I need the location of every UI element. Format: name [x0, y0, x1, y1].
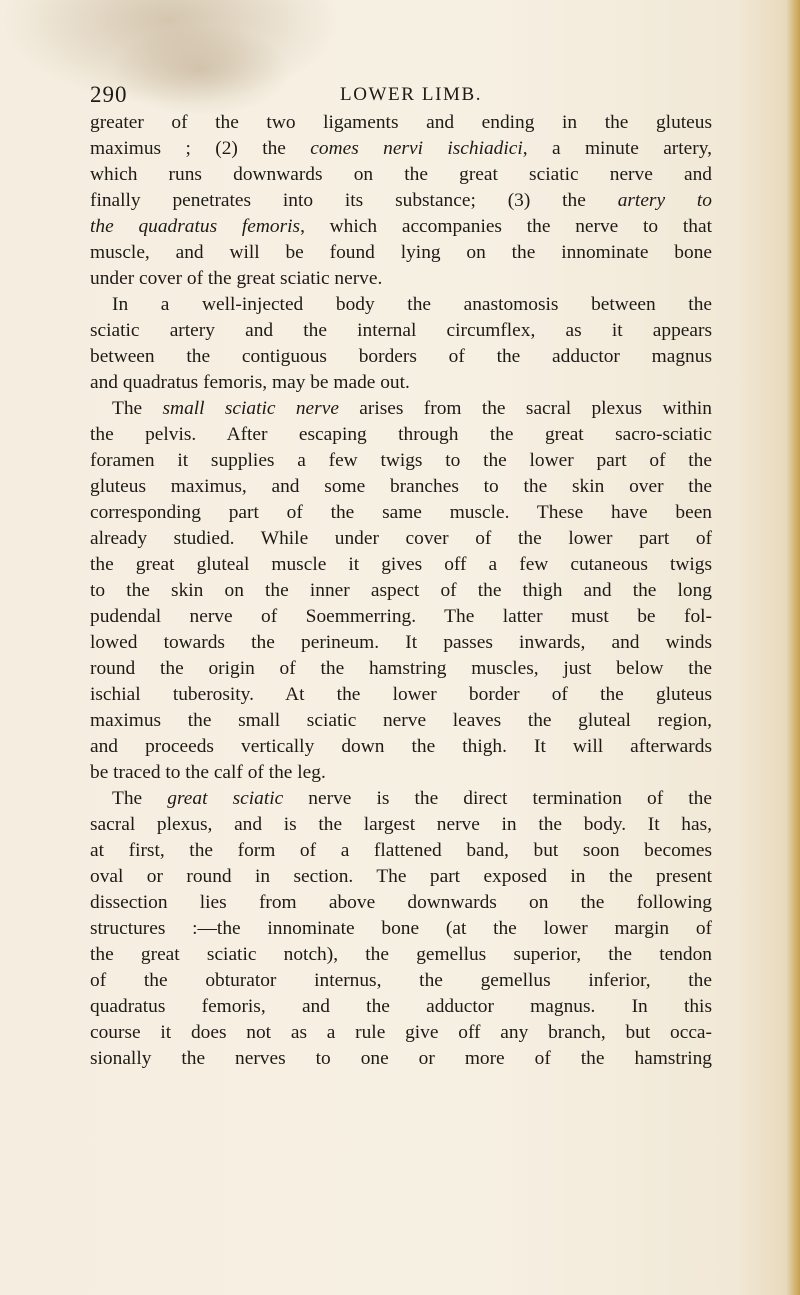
- italic-term: the quadratus femoris: [90, 216, 301, 237]
- text-line: foramen it supplies a few twigs to the lower part of the: [90, 450, 712, 471]
- text-line: course it does not as a rule give off any branch, but occa-: [90, 1022, 712, 1043]
- text-line: which runs downwards on the great sciatic nerve and: [90, 164, 712, 185]
- text-line: muscle, and will be found lying on the innominate bone: [90, 242, 712, 263]
- text-line: at first, the form of a flattened band, but soon becomes: [90, 840, 712, 861]
- text-line: sionally the nerves to one or more of the hamstring: [90, 1048, 712, 1069]
- text-line: to the skin on the inner aspect of the thigh and the long: [90, 580, 712, 601]
- text-line: In a well-injected body the anastomosis between the: [112, 294, 712, 315]
- page-edge-shading: [786, 0, 800, 1295]
- text-line: The small sciatic nerve arises from the sacral plexus within: [112, 398, 712, 419]
- italic-term: great sciatic: [167, 788, 284, 809]
- text-line: the pelvis. After escaping through the great sacro-sciatic: [90, 424, 712, 445]
- text-line: and quadratus femoris, may be made out.: [90, 372, 410, 393]
- italic-term: artery to: [617, 190, 713, 211]
- text-line: the great sciatic notch), the gemellus superior, the tendon: [90, 944, 712, 965]
- text-line: the great gluteal muscle it gives off a few cutaneous twigs: [90, 554, 712, 575]
- text-line: maximus ; (2) the comes nervi ischiadici, a minute artery,: [90, 138, 712, 159]
- text-line: structures :—the innominate bone (at the lower margin of: [90, 918, 712, 939]
- text-line: of the obturator internus, the gemellus inferior, the: [90, 970, 712, 991]
- section-title: LOWER LIMB.: [340, 84, 483, 105]
- body-text: [90, 110, 712, 1072]
- text-line: be traced to the calf of the leg.: [90, 762, 326, 783]
- text-line: round the origin of the hamstring muscles, just below the: [90, 658, 712, 679]
- italic-term: small sciatic nerve: [162, 398, 339, 419]
- text-line: finally penetrates into its substance; (3) the artery to: [90, 190, 713, 211]
- text-line: pudendal nerve of Soemmerring. The latter must be fol-: [90, 606, 712, 627]
- text-line: ischial tuberosity. At the lower border of the gluteus: [90, 684, 712, 705]
- page-number: 290: [90, 82, 128, 107]
- text-line: oval or round in section. The part exposed in the present: [90, 866, 712, 887]
- running-head: [90, 82, 710, 112]
- text-line: quadratus femoris, and the adductor magnus. In this: [90, 996, 712, 1017]
- text-line: gluteus maximus, and some branches to the skin over the: [90, 476, 712, 497]
- text-line: dissection lies from above downwards on the following: [90, 892, 712, 913]
- text-line: already studied. While under cover of the lower part of: [90, 528, 712, 549]
- text-line: corresponding part of the same muscle. These have been: [90, 502, 712, 523]
- text-line: the quadratus femoris, which accompanies the nerve to that: [90, 216, 712, 237]
- text-line: under cover of the great sciatic nerve.: [90, 268, 383, 289]
- text-line: sciatic artery and the internal circumflex, as it appears: [90, 320, 712, 341]
- text-line: The great sciatic nerve is the direct termination of the: [112, 788, 712, 809]
- text-line: between the contiguous borders of the adductor magnus: [90, 346, 712, 367]
- text-line: sacral plexus, and is the largest nerve in the body. It has,: [90, 814, 712, 835]
- text-line: maximus the small sciatic nerve leaves the gluteal region,: [90, 710, 712, 731]
- text-line: and proceeds vertically down the thigh. It will afterwards: [90, 736, 712, 757]
- text-line: lowed towards the perineum. It passes inwards, and winds: [90, 632, 712, 653]
- text-line: greater of the two ligaments and ending in the gluteus: [90, 112, 712, 133]
- italic-term: comes nervi ischiadici: [310, 138, 523, 159]
